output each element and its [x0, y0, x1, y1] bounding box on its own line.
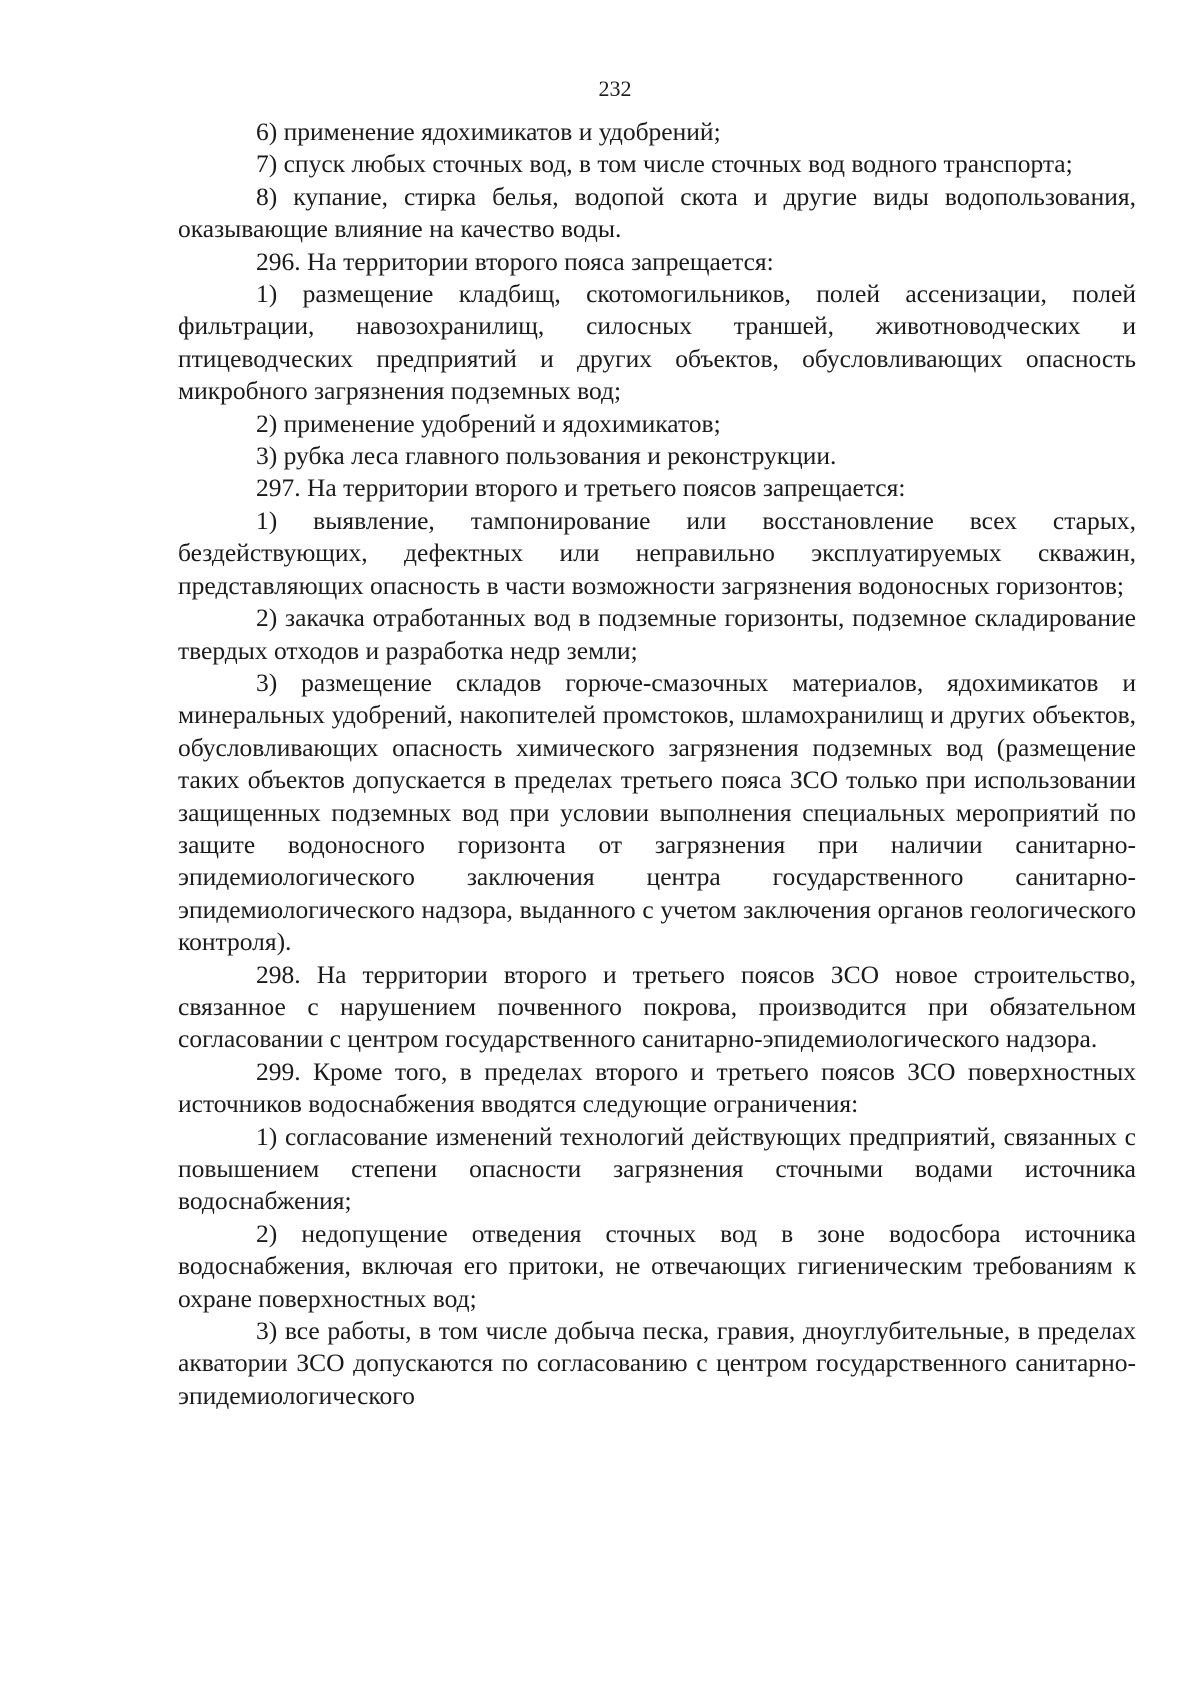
paragraph: 299. Кроме того, в пределах второго и третьего поясов ЗСО поверхностных источников водоснабжения вводятся следующие ограничения:	[178, 1056, 1136, 1119]
paragraph: 8) купание, стирка белья, водопой скота и другие виды водопользования, оказывающие влияние на качество воды.	[178, 181, 1136, 244]
paragraph: 1) выявление, тампонирование или восстановление всех старых, бездействующих, дефектных или неправильно эксплуатируемых скважин, представляющих опасность в части возможности загрязнения водоносных горизонтов;	[178, 505, 1136, 600]
paragraph: 3) все работы, в том числе добыча песка, гравия, дноуглубительные, в пределах акватории ЗСО допускаются по согласованию с центром государственного санитарно-эпидемиологического	[178, 1316, 1136, 1410]
paragraph: 1) размещение кладбищ, скотомогильников, полей ассенизации, полей фильтрации, навозохранилищ, силосных траншей, животноводческих и птицеводческих предприятий и других объектов, обусловливающих опасность микробного загрязнения подземных вод;	[178, 279, 1136, 406]
paragraph: 296. На территории второго пояса запрещается:	[256, 246, 774, 276]
paragraph: 3) размещение складов горюче-смазочных материалов, ядохимикатов и минеральных удобрений, накопителей промстоков, шламохранилищ и других объектов, обусловливающих опасность химического загрязнения подземных вод (размещение таких объектов допускается в пределах третьего пояса ЗСО только при использовании защищенных подземных вод при условии выполнения специальных мероприятий по защите водоносного горизонта от загрязнения при наличии санитарно-эпидемиологического заключения центра государственного санитарно-эпидемиологического надзора, выданного с учетом заключения органов геологического контроля).	[178, 667, 1136, 957]
paragraph: 298. На территории второго и третьего поясов ЗСО новое строительство, связанное с нарушением почвенного покрова, производится при обязательном согласовании с центром государственного санитарно-эпидемиологического надзора.	[178, 959, 1136, 1054]
paragraph: 1) согласование изменений технологий действующих предприятий, связанных с повышением степени опасности загрязнения сточными водами источника водоснабжения;	[178, 1121, 1136, 1216]
document-body	[178, 116, 1136, 1412]
paragraph: 2) применение удобрений и ядохимикатов;	[256, 408, 721, 438]
paragraph: 3) рубка леса главного пользования и реконструкции.	[256, 441, 837, 471]
paragraph: 297. На территории второго и третьего поясов запрещается:	[256, 473, 906, 503]
paragraph: 2) закачка отработанных вод в подземные горизонты, подземное складирование твердых отходов и разработка недр земли;	[178, 603, 1136, 665]
paragraph: 7) спуск любых сточных вод, в том числе сточных вод водного транспорта;	[256, 149, 1073, 179]
page-number: 232	[598, 76, 632, 101]
paragraph: 6) применение ядохимикатов и удобрений;	[256, 117, 721, 146]
paragraph: 2) недопущение отведения сточных вод в зоне водосбора источника водоснабжения, включая его притоки, не отвечающих гигиеническим требованиям к охране поверхностных вод;	[178, 1218, 1136, 1313]
